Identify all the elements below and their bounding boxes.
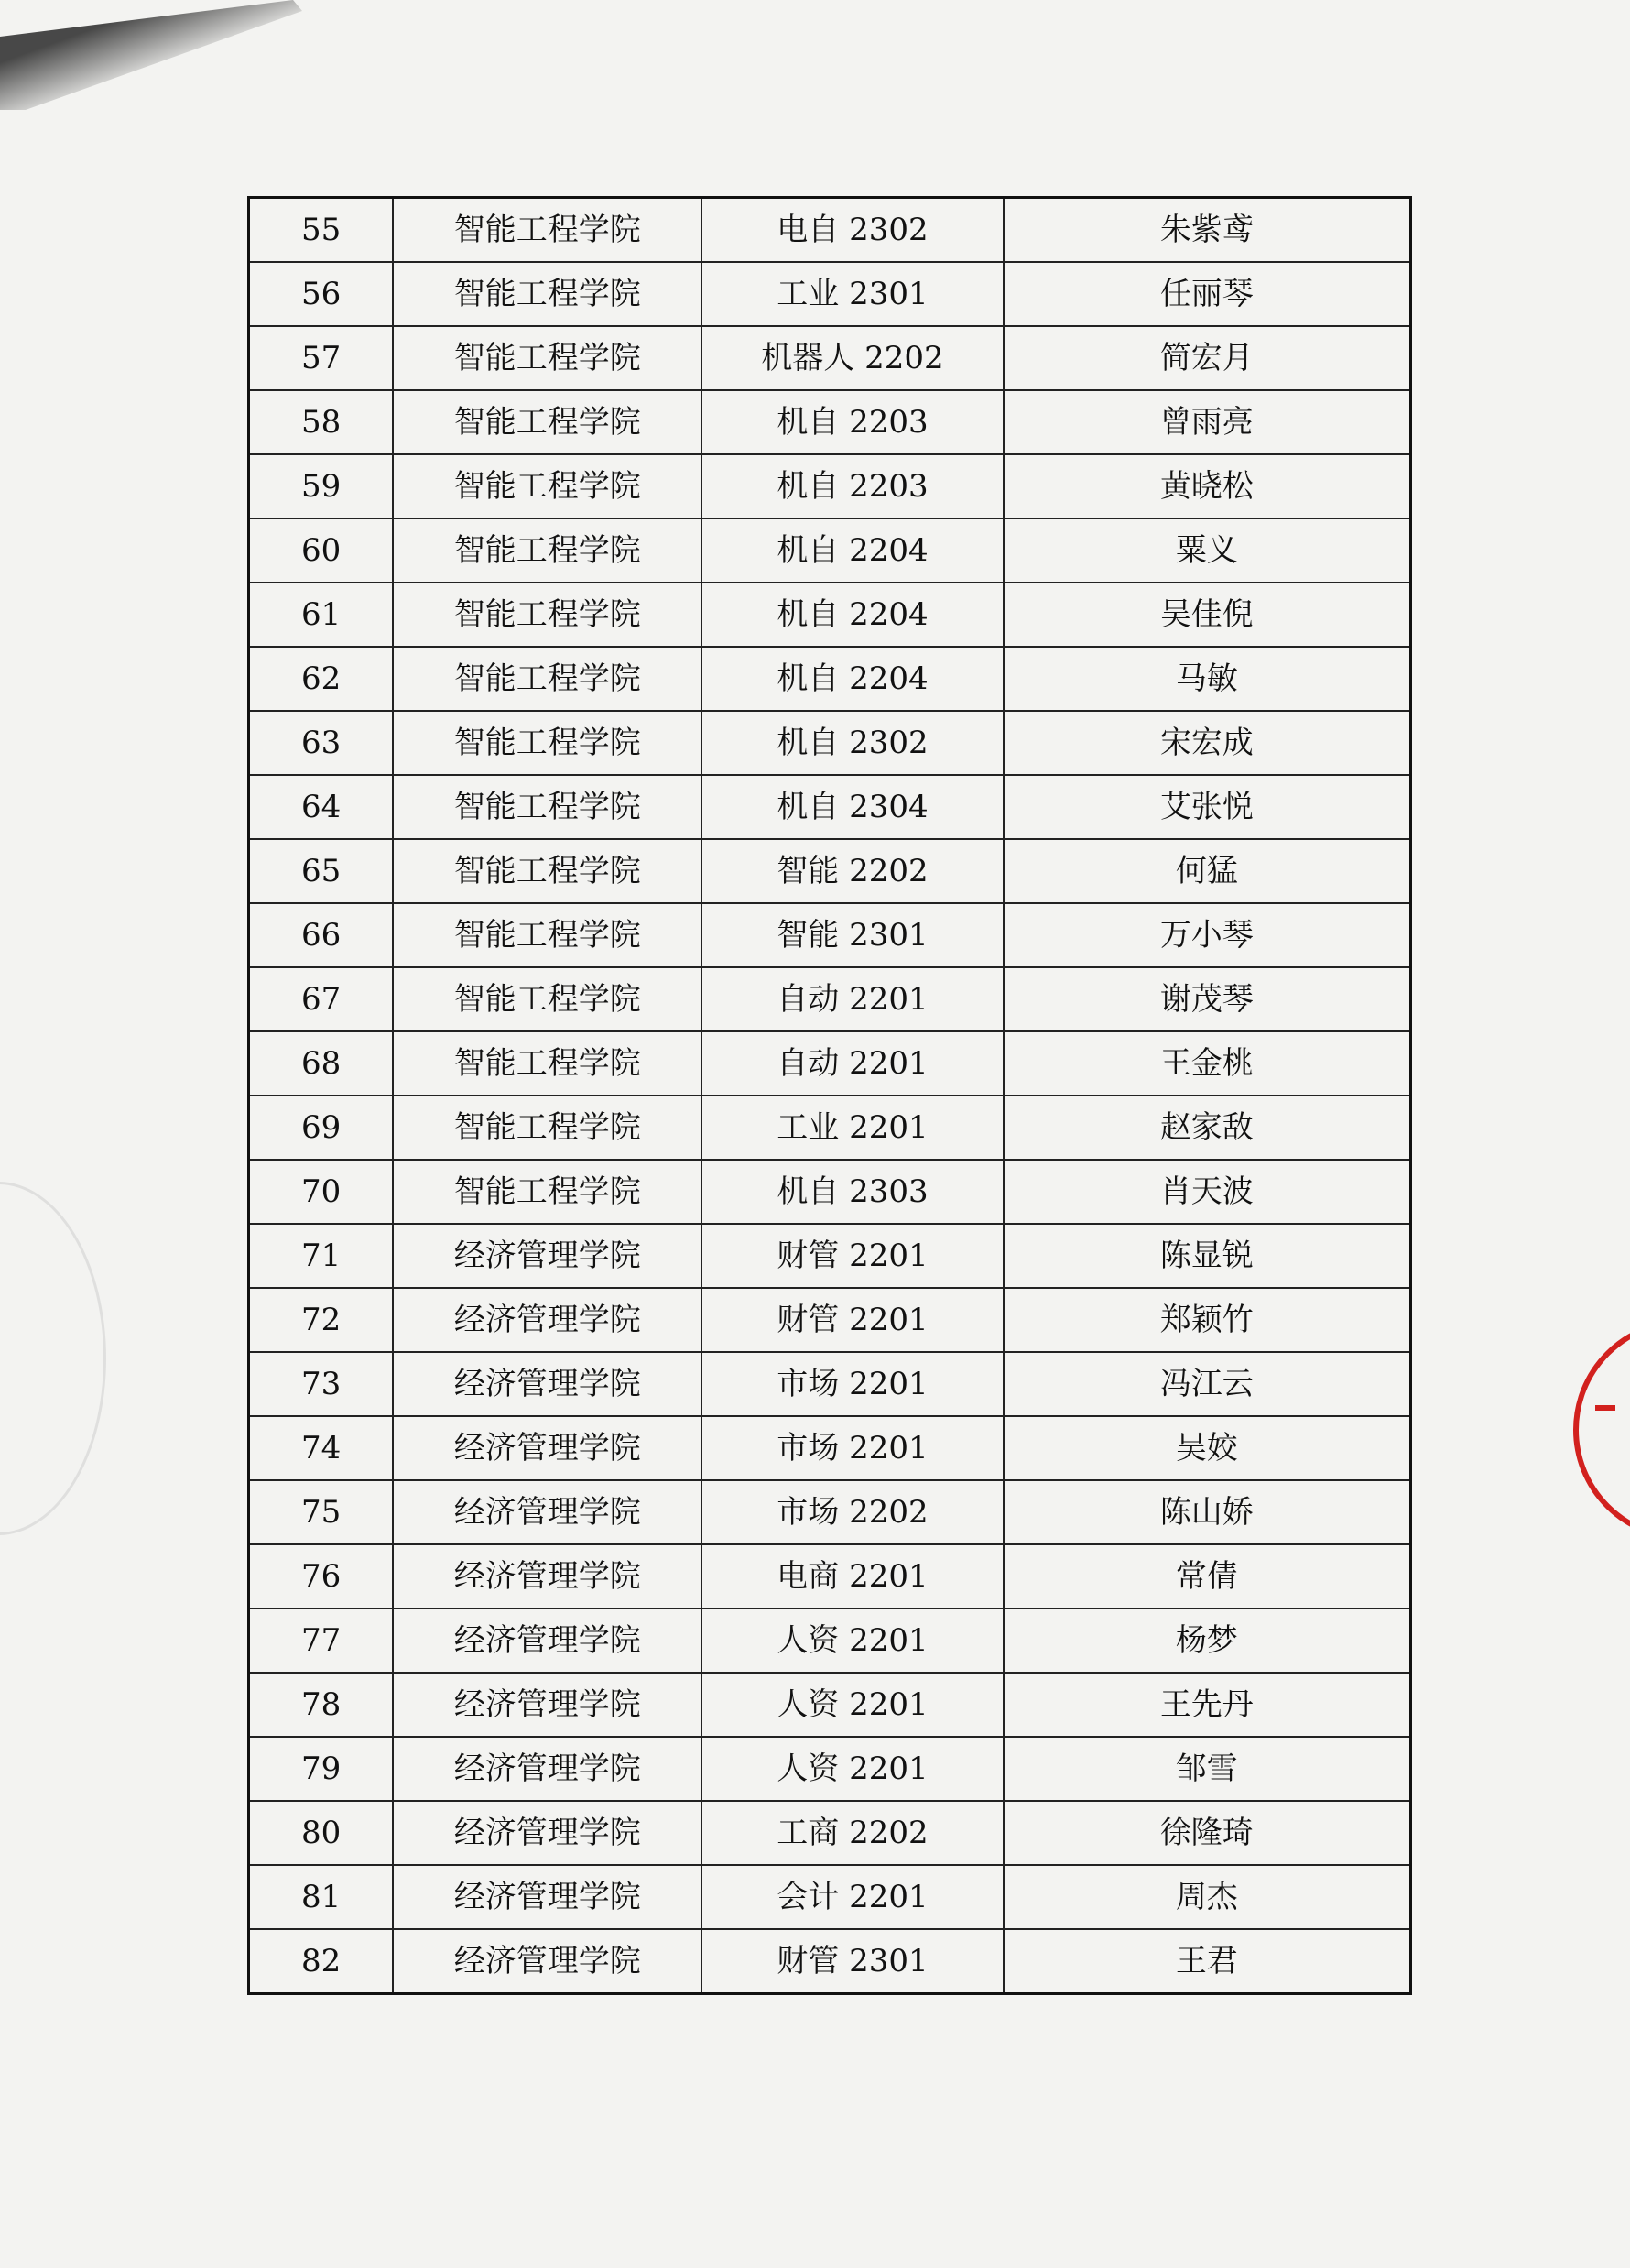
row-number-cell: 74 (249, 1416, 394, 1480)
class-cell: 市场 2202 (701, 1480, 1003, 1544)
college-cell: 经济管理学院 (393, 1416, 701, 1480)
class-cell: 电商 2201 (701, 1544, 1003, 1608)
row-number-cell: 75 (249, 1480, 394, 1544)
row-number-cell: 72 (249, 1288, 394, 1352)
class-cell: 机自 2204 (701, 583, 1003, 647)
college-cell: 智能工程学院 (393, 1160, 701, 1224)
class-cell: 自动 2201 (701, 1031, 1003, 1096)
college-cell: 经济管理学院 (393, 1544, 701, 1608)
student-name-cell: 邹雪 (1004, 1737, 1411, 1801)
table-row (249, 1801, 1411, 1865)
table-row (249, 1480, 1411, 1544)
table-row (249, 775, 1411, 839)
student-name-cell: 杨梦 (1004, 1608, 1411, 1673)
table-row (249, 839, 1411, 903)
row-number-cell: 60 (249, 518, 394, 583)
row-number-cell: 55 (249, 198, 394, 263)
table-row (249, 1224, 1411, 1288)
roster-body (249, 198, 1411, 1994)
row-number-cell: 76 (249, 1544, 394, 1608)
class-cell: 工业 2301 (701, 262, 1003, 326)
class-cell: 机自 2304 (701, 775, 1003, 839)
table-row (249, 1737, 1411, 1801)
scan-edge-shadow (0, 0, 311, 110)
college-cell: 智能工程学院 (393, 711, 701, 775)
student-name-cell: 任丽琴 (1004, 262, 1411, 326)
class-cell: 市场 2201 (701, 1352, 1003, 1416)
college-cell: 经济管理学院 (393, 1737, 701, 1801)
student-name-cell: 曾雨亮 (1004, 390, 1411, 454)
college-cell: 智能工程学院 (393, 262, 701, 326)
student-name-cell: 黄晓松 (1004, 454, 1411, 518)
table-row (249, 1416, 1411, 1480)
student-name-cell: 吴姣 (1004, 1416, 1411, 1480)
table-row (249, 1544, 1411, 1608)
college-cell: 经济管理学院 (393, 1608, 701, 1673)
student-name-cell: 郑颖竹 (1004, 1288, 1411, 1352)
student-name-cell: 简宏月 (1004, 326, 1411, 390)
class-cell: 工商 2202 (701, 1801, 1003, 1865)
college-cell: 智能工程学院 (393, 967, 701, 1031)
row-number-cell: 56 (249, 262, 394, 326)
student-name-cell: 何猛 (1004, 839, 1411, 903)
class-cell: 工业 2201 (701, 1096, 1003, 1160)
student-name-cell: 陈山娇 (1004, 1480, 1411, 1544)
class-cell: 机自 2203 (701, 454, 1003, 518)
college-cell: 智能工程学院 (393, 775, 701, 839)
table-row (249, 1031, 1411, 1096)
class-cell: 财管 2301 (701, 1929, 1003, 1994)
table-row (249, 326, 1411, 390)
table-row (249, 1865, 1411, 1929)
row-number-cell: 80 (249, 1801, 394, 1865)
class-cell: 智能 2301 (701, 903, 1003, 967)
class-cell: 市场 2201 (701, 1416, 1003, 1480)
table-row (249, 1929, 1411, 1994)
student-name-cell: 徐隆琦 (1004, 1801, 1411, 1865)
row-number-cell: 65 (249, 839, 394, 903)
student-name-cell: 万小琴 (1004, 903, 1411, 967)
row-number-cell: 63 (249, 711, 394, 775)
class-cell: 会计 2201 (701, 1865, 1003, 1929)
row-number-cell: 66 (249, 903, 394, 967)
student-name-cell: 艾张悦 (1004, 775, 1411, 839)
class-cell: 人资 2201 (701, 1608, 1003, 1673)
class-cell: 人资 2201 (701, 1737, 1003, 1801)
student-name-cell: 朱紫鸢 (1004, 198, 1411, 263)
student-name-cell: 冯江云 (1004, 1352, 1411, 1416)
college-cell: 智能工程学院 (393, 1096, 701, 1160)
student-name-cell: 常倩 (1004, 1544, 1411, 1608)
class-cell: 财管 2201 (701, 1288, 1003, 1352)
college-cell: 智能工程学院 (393, 390, 701, 454)
student-name-cell: 谢茂琴 (1004, 967, 1411, 1031)
college-cell: 智能工程学院 (393, 198, 701, 263)
college-cell: 智能工程学院 (393, 903, 701, 967)
student-name-cell: 王金桃 (1004, 1031, 1411, 1096)
college-cell: 经济管理学院 (393, 1865, 701, 1929)
row-number-cell: 69 (249, 1096, 394, 1160)
class-cell: 电自 2302 (701, 198, 1003, 263)
class-cell: 人资 2201 (701, 1673, 1003, 1737)
college-cell: 经济管理学院 (393, 1288, 701, 1352)
row-number-cell: 57 (249, 326, 394, 390)
class-cell: 机自 2302 (701, 711, 1003, 775)
college-cell: 智能工程学院 (393, 647, 701, 711)
student-name-cell: 赵家敌 (1004, 1096, 1411, 1160)
table-row (249, 1288, 1411, 1352)
college-cell: 经济管理学院 (393, 1352, 701, 1416)
college-cell: 经济管理学院 (393, 1673, 701, 1737)
student-name-cell: 王君 (1004, 1929, 1411, 1994)
row-number-cell: 68 (249, 1031, 394, 1096)
college-cell: 经济管理学院 (393, 1224, 701, 1288)
college-cell: 智能工程学院 (393, 518, 701, 583)
class-cell: 自动 2201 (701, 967, 1003, 1031)
row-number-cell: 81 (249, 1865, 394, 1929)
class-cell: 财管 2201 (701, 1224, 1003, 1288)
class-cell: 机自 2204 (701, 518, 1003, 583)
college-cell: 智能工程学院 (393, 326, 701, 390)
college-cell: 智能工程学院 (393, 839, 701, 903)
college-cell: 智能工程学院 (393, 1031, 701, 1096)
table-row (249, 518, 1411, 583)
student-name-cell: 马敏 (1004, 647, 1411, 711)
student-name-cell: 宋宏成 (1004, 711, 1411, 775)
class-cell: 智能 2202 (701, 839, 1003, 903)
table-row (249, 1673, 1411, 1737)
row-number-cell: 77 (249, 1608, 394, 1673)
college-cell: 智能工程学院 (393, 583, 701, 647)
row-number-cell: 58 (249, 390, 394, 454)
table-row (249, 1096, 1411, 1160)
row-number-cell: 70 (249, 1160, 394, 1224)
student-name-cell: 王先丹 (1004, 1673, 1411, 1737)
student-name-cell: 粟义 (1004, 518, 1411, 583)
class-cell: 机自 2203 (701, 390, 1003, 454)
row-number-cell: 71 (249, 1224, 394, 1288)
red-seal-icon (1573, 1319, 1630, 1541)
row-number-cell: 78 (249, 1673, 394, 1737)
row-number-cell: 59 (249, 454, 394, 518)
table-row (249, 1608, 1411, 1673)
student-name-cell: 肖天波 (1004, 1160, 1411, 1224)
table-row (249, 647, 1411, 711)
table-row (249, 583, 1411, 647)
row-number-cell: 62 (249, 647, 394, 711)
table-row (249, 1352, 1411, 1416)
row-number-cell: 73 (249, 1352, 394, 1416)
table-row (249, 711, 1411, 775)
college-cell: 经济管理学院 (393, 1801, 701, 1865)
class-cell: 机自 2303 (701, 1160, 1003, 1224)
table-row (249, 262, 1411, 326)
table-row (249, 903, 1411, 967)
student-name-cell: 吴佳倪 (1004, 583, 1411, 647)
table-row (249, 390, 1411, 454)
college-cell: 经济管理学院 (393, 1480, 701, 1544)
table-row (249, 198, 1411, 263)
college-cell: 智能工程学院 (393, 454, 701, 518)
table-row (249, 1160, 1411, 1224)
row-number-cell: 61 (249, 583, 394, 647)
class-cell: 机器人 2202 (701, 326, 1003, 390)
row-number-cell: 82 (249, 1929, 394, 1994)
row-number-cell: 64 (249, 775, 394, 839)
faint-stamp-mark (0, 1182, 106, 1535)
student-name-cell: 陈显锐 (1004, 1224, 1411, 1288)
college-cell: 经济管理学院 (393, 1929, 701, 1994)
student-roster-table (247, 196, 1412, 1995)
row-number-cell: 67 (249, 967, 394, 1031)
class-cell: 机自 2204 (701, 647, 1003, 711)
row-number-cell: 79 (249, 1737, 394, 1801)
student-name-cell: 周杰 (1004, 1865, 1411, 1929)
table-row (249, 967, 1411, 1031)
table-row (249, 454, 1411, 518)
